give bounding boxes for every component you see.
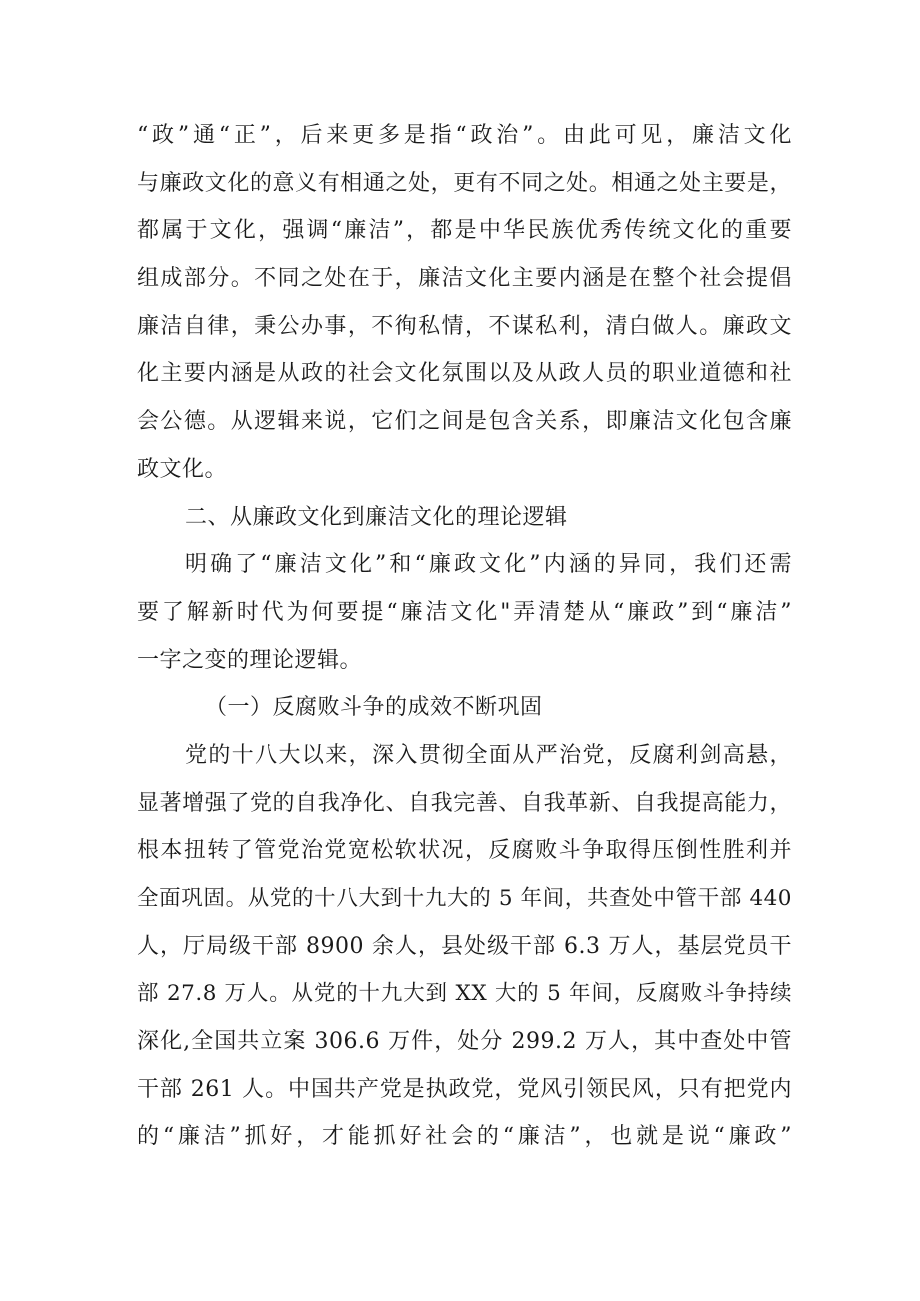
text-line: 会公德。从逻辑来说，它们之间是包含关系，即廉洁文化包含廉 (137, 409, 792, 435)
text-line: 化主要内涵是从政的社会文化氛围以及从政人员的职业道德和社 (137, 361, 792, 387)
text-line: 人，厅局级干部 8900 余人，县处级干部 6.3 万人，基层党员干 (137, 933, 792, 959)
subsection-heading: （一）反腐败斗争的成效不断巩固 (205, 695, 543, 721)
text-line: 根本扭转了管党治党宽松软状况，反腐败斗争取得压倒性胜利并 (137, 838, 792, 864)
text-line: 廉洁自律，秉公办事，不徇私情，不谋私利，清白做人。廉政文 (137, 313, 792, 339)
document-body (137, 112, 792, 1161)
text-line: 都属于文化，强调“廉洁”，都是中华民族优秀传统文化的重要 (137, 218, 792, 244)
text-line: 组成部分。不同之处在于，廉洁文化主要内涵是在整个社会提倡 (137, 266, 792, 292)
text-line: 干部 261 人。中国共产党是执政党，党风引领民风，只有把党内 (137, 1076, 792, 1102)
text-line: 显著增强了党的自我净化、自我完善、自我革新、自我提高能力， (137, 790, 792, 816)
text-line: 深化,全国共立案 306.6 万件，处分 299.2 万人，其中查处中管 (137, 1029, 792, 1055)
text-line: 的“廉洁”抓好，才能抓好社会的“廉洁”，也就是说“廉政” (137, 1124, 792, 1150)
text-line: 党的十八大以来，深入贯彻全面从严治党，反腐利剑高悬， (185, 742, 792, 768)
text-line: “政”通“正”，后来更多是指“政治”。由此可见，廉洁文化 (137, 123, 792, 148)
text-line: 与廉政文化的意义有相通之处，更有不同之处。相通之处主要是， (137, 170, 792, 196)
text-line: 一字之变的理论逻辑。 (137, 647, 363, 673)
text-line: 政文化。 (137, 456, 228, 482)
section-heading: 二、从廉政文化到廉洁文化的理论逻辑 (185, 504, 568, 530)
text-line: 要了解新时代为何要提“廉洁文化"弄清楚从“廉政”到“廉洁” (137, 599, 792, 625)
text-line: 全面巩固。从党的十八大到十九大的 5 年间，共查处中管干部 440 (137, 886, 792, 911)
text-line: 部 27.8 万人。从党的十九大到 XX 大的 5 年间，反腐败斗争持续 (137, 981, 792, 1007)
text-line: 明确了“廉洁文化”和“廉政文化”内涵的异同，我们还需 (185, 552, 792, 578)
